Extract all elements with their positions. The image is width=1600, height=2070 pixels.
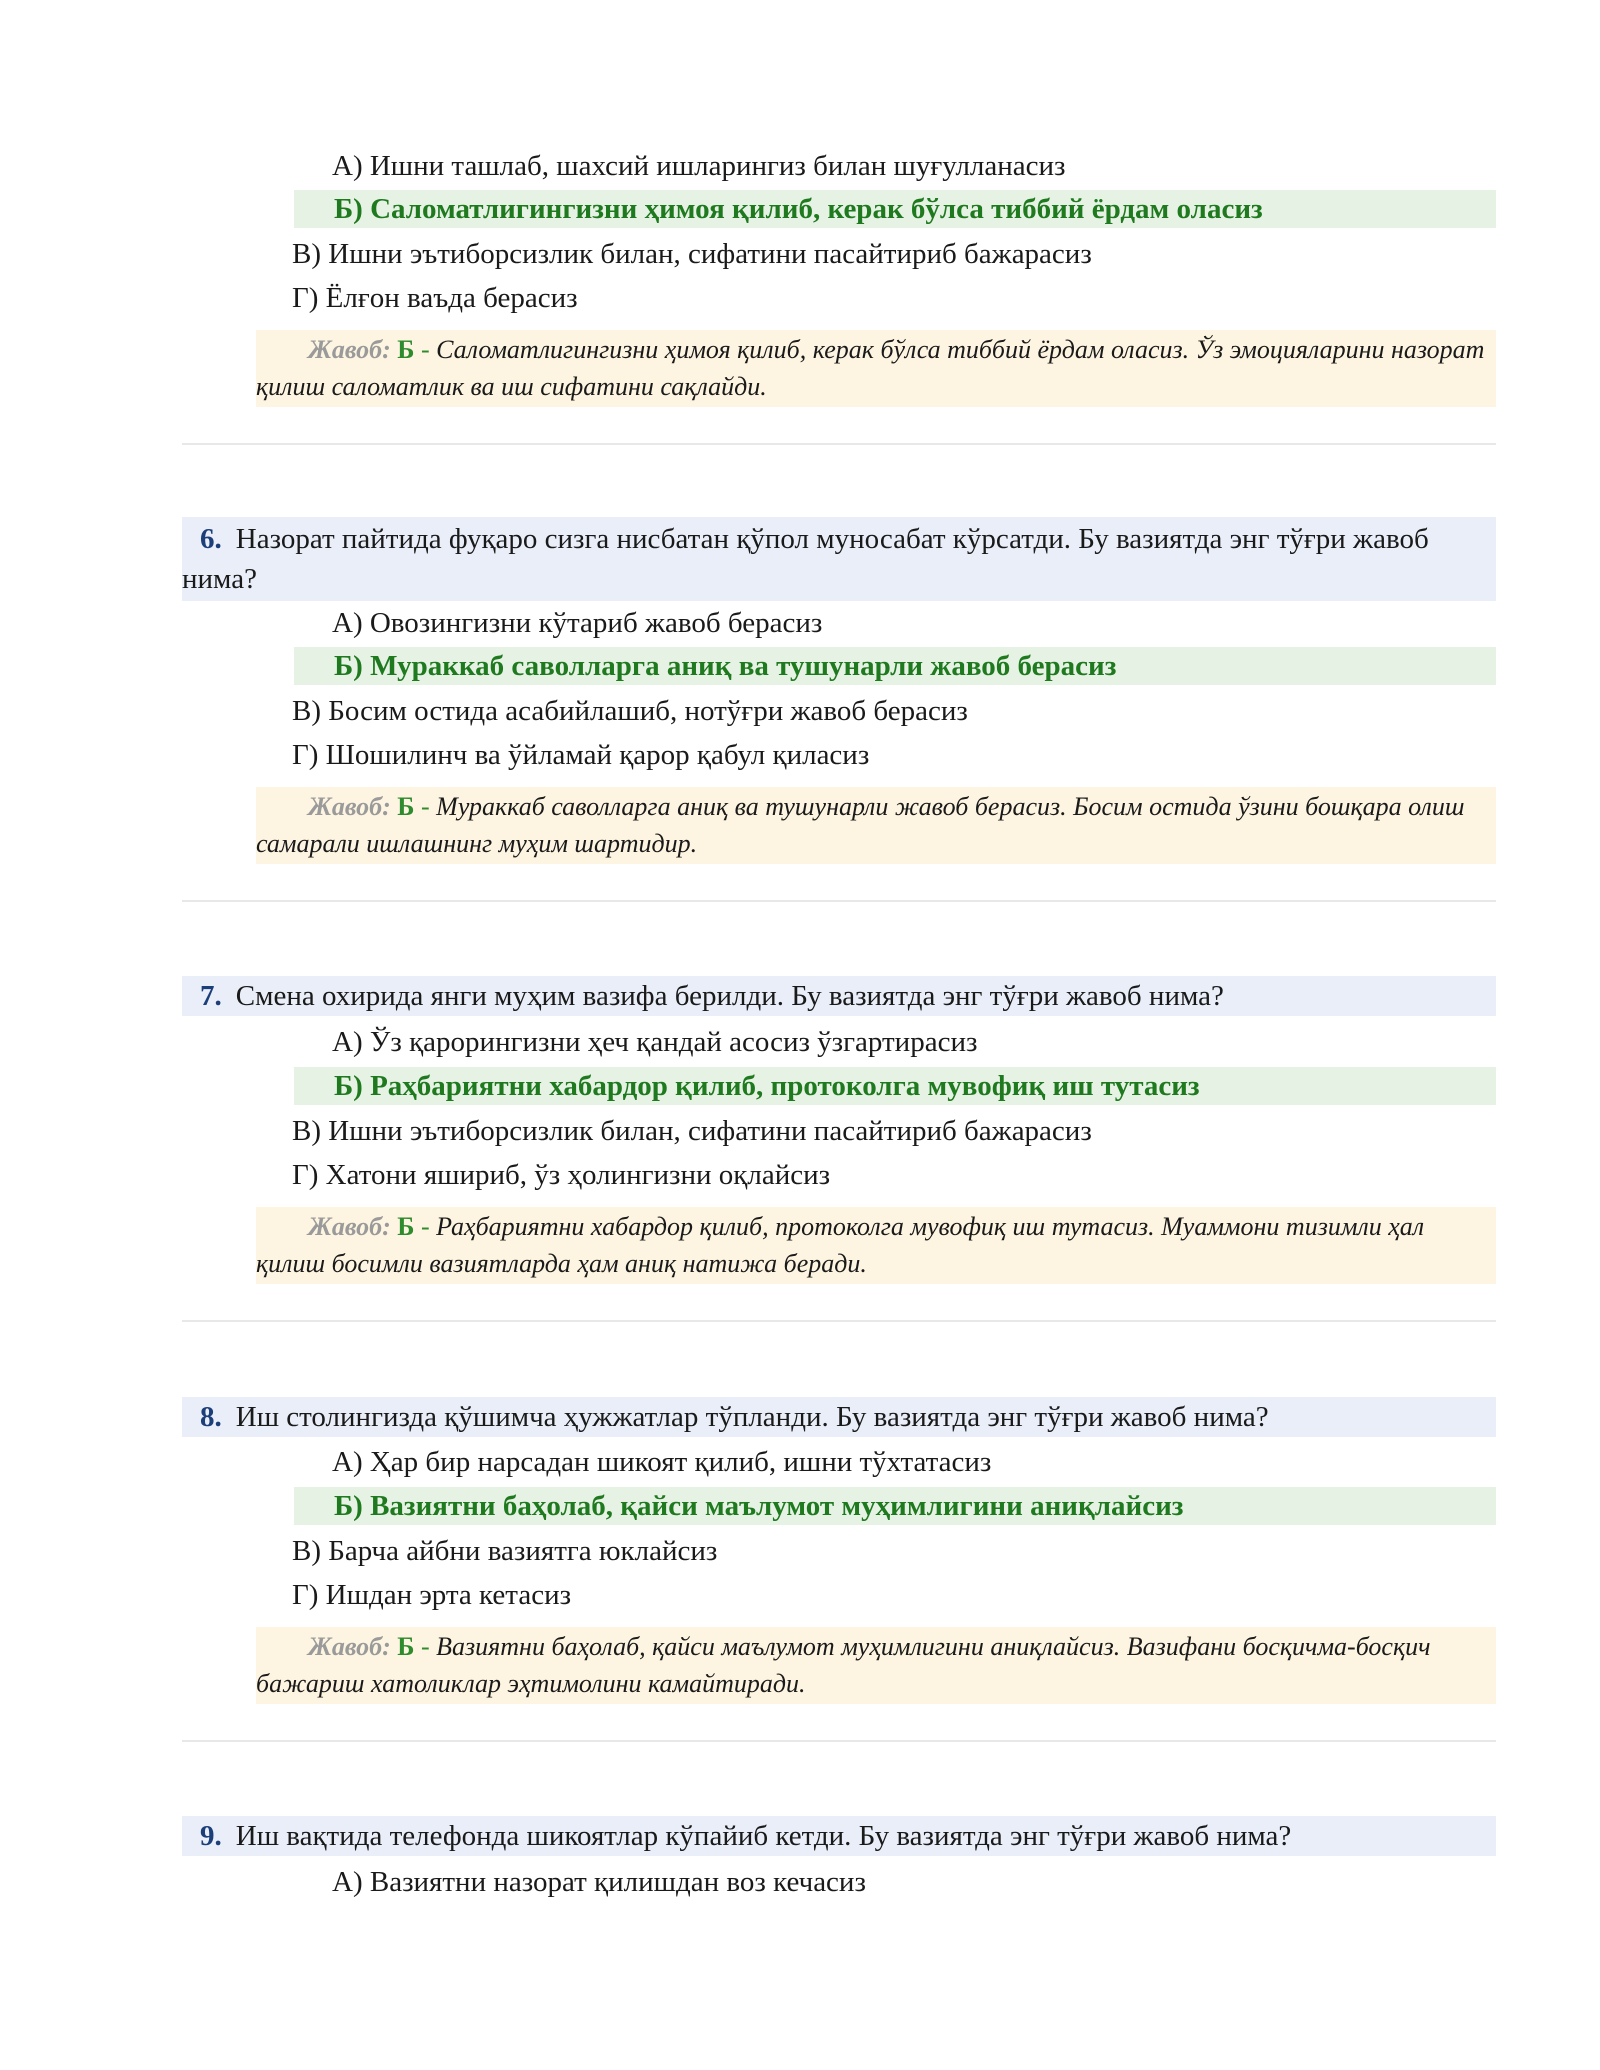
- q9-number: 9.: [200, 1820, 222, 1852]
- q6-option-b-correct: Б) Мураккаб саволларга аниқ ва тушунарли жавоб берасиз: [294, 647, 1496, 685]
- q8-option-a: А) Ҳар бир нарсадан шикоят қилиб, ишни тўхтатасиз: [332, 1446, 992, 1478]
- q8-answer-text: Вазиятни баҳолаб, қайси маълумот муҳимлигини аниқлайсиз. Вазифани босқичма-босқич бажариш хатоликлар эҳтимолини камайтиради.: [256, 1632, 1431, 1698]
- q8-option-c: В) Барча айбни вазиятга юклайсиз: [292, 1535, 718, 1567]
- q5-answer-label: Жавоб:: [308, 335, 391, 364]
- q6-text: Назорат пайтида фуқаро сизга нисбатан қўпол муносабат кўрсатди. Бу вазиятда энг тўғри жавоб нима?: [182, 523, 1429, 595]
- q7-question: [182, 976, 1496, 1016]
- q7-number: 7.: [200, 980, 222, 1012]
- q5-option-c: В) Ишни эътиборсизлик билан, сифатини пасайтириб бажарасиз: [292, 238, 1092, 270]
- q7-answer-dash: -: [420, 1212, 430, 1241]
- q7-answer-box: [256, 1207, 1496, 1284]
- q6-answer-dash: -: [420, 792, 430, 821]
- q5-option-a: А) Ишни ташлаб, шахсий ишларингиз билан шуғулланасиз: [332, 150, 1066, 182]
- q6-option-c: В) Босим остида асабийлашиб, нотўғри жавоб берасиз: [292, 695, 968, 727]
- divider: [182, 900, 1496, 902]
- divider: [182, 1740, 1496, 1742]
- q7-answer-label: Жавоб:: [308, 1212, 391, 1241]
- divider: [182, 443, 1496, 445]
- q8-number: 8.: [200, 1401, 222, 1433]
- q8-answer-letter: Б: [397, 1632, 415, 1661]
- q8-text: Иш столингизда қўшимча ҳужжатлар тўпланди. Бу вазиятда энг тўғри жавоб нима?: [235, 1401, 1269, 1433]
- q8-option-b-correct: Б) Вазиятни баҳолаб, қайси маълумот муҳимлигини аниқлайсиз: [294, 1487, 1496, 1525]
- q6-answer-box: [256, 787, 1496, 864]
- q5-answer-text: Саломатлигингизни ҳимоя қилиб, керак бўлса тиббий ёрдам оласиз. Ўз эмоцияларини назорат қилиш саломатлик ва иш сифатини сақлайди.: [256, 335, 1485, 401]
- q6-option-a: А) Овозингизни кўтариб жавоб берасиз: [332, 607, 823, 639]
- q9-option-a: А) Вазиятни назорат қилишдан воз кечасиз: [332, 1866, 866, 1898]
- q6-option-d: Г) Шошилинч ва ўйламай қарор қабул қиласиз: [292, 739, 870, 771]
- q6-answer-text: Мураккаб саволларга аниқ ва тушунарли жавоб берасиз. Босим остида ўзини бошқара олиш самарали ишлашнинг муҳим шартидир.: [256, 792, 1465, 858]
- q9-question: [182, 1816, 1496, 1856]
- q6-number: 6.: [200, 523, 222, 555]
- q7-answer-text: Раҳбариятни хабардор қилиб, протоколга мувофиқ иш тутасиз. Муаммони тизимли ҳал қилиш босимли вазиятларда ҳам аниқ натижа беради.: [256, 1212, 1425, 1278]
- q7-option-a: А) Ўз қарорингизни ҳеч қандай асосиз ўзгартирасиз: [332, 1026, 978, 1058]
- q5-answer-box: [256, 330, 1496, 407]
- q5-option-d: Г) Ёлғон ваъда берасиз: [292, 282, 578, 314]
- q8-question: [182, 1397, 1496, 1437]
- q8-answer-label: Жавоб:: [308, 1632, 391, 1661]
- q6-answer-letter: Б: [397, 792, 415, 821]
- q5-option-b-correct: Б) Саломатлигингизни ҳимоя қилиб, керак бўлса тиббий ёрдам оласиз: [294, 190, 1496, 228]
- q6-answer-label: Жавоб:: [308, 792, 391, 821]
- q8-answer-box: [256, 1627, 1496, 1704]
- q8-answer-dash: -: [420, 1632, 430, 1661]
- q7-option-d: Г) Хатони яшириб, ўз ҳолингизни оқлайсиз: [292, 1159, 831, 1191]
- q7-text: Смена охирида янги муҳим вазифа берилди. Бу вазиятда энг тўғри жавоб нима?: [235, 980, 1224, 1012]
- divider: [182, 1320, 1496, 1322]
- q8-option-d: Г) Ишдан эрта кетасиз: [292, 1579, 572, 1611]
- q6-question: [182, 517, 1496, 601]
- q5-answer-letter: Б: [397, 335, 415, 364]
- q7-option-c: В) Ишни эътиборсизлик билан, сифатини пасайтириб бажарасиз: [292, 1115, 1092, 1147]
- q7-option-b-correct: Б) Раҳбариятни хабардор қилиб, протоколга мувофиқ иш тутасиз: [294, 1067, 1496, 1105]
- q7-answer-letter: Б: [397, 1212, 415, 1241]
- q9-text: Иш вақтида телефонда шикоятлар кўпайиб кетди. Бу вазиятда энг тўғри жавоб нима?: [235, 1820, 1292, 1852]
- q5-answer-dash: -: [420, 335, 430, 364]
